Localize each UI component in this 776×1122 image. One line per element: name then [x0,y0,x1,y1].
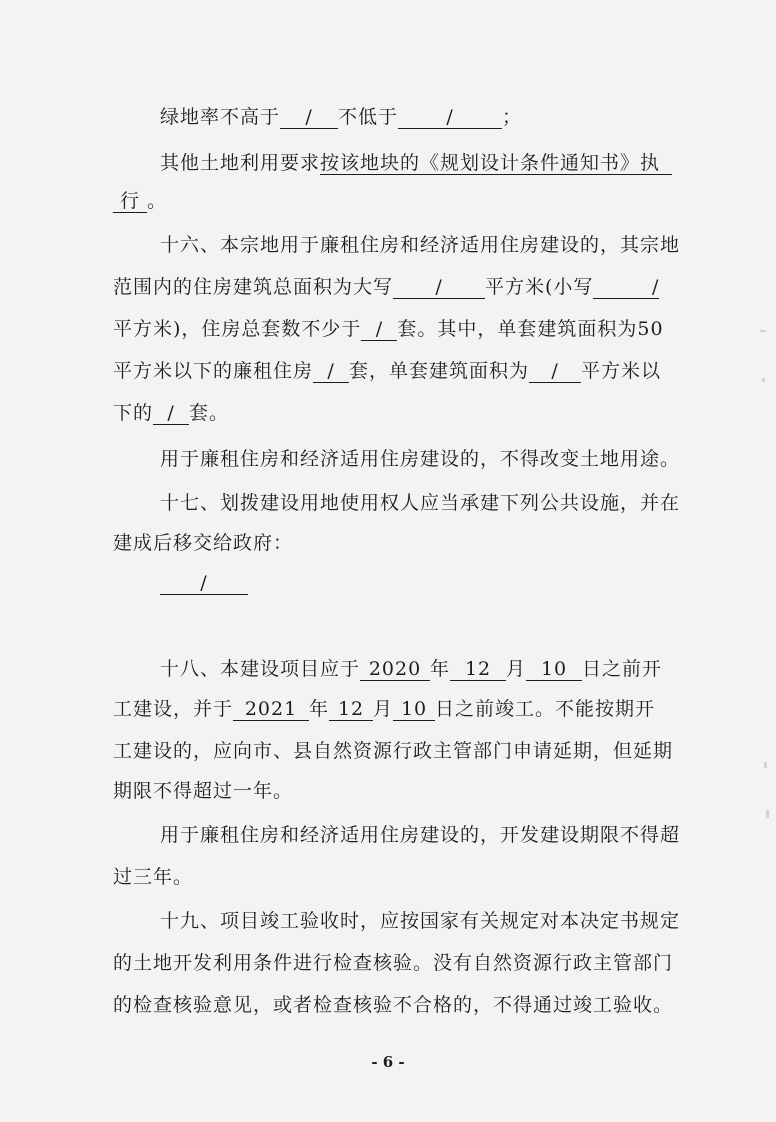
clause17-line1: 十七、划拨建设用地使用权人应当承建下列公共设施，并在 [160,492,681,514]
clause16-line5: 下的 / 套。 [113,402,230,424]
scan-speck [762,378,765,382]
clause18-line3: 工建设的，应向市、县自然资源行政主管部门申请延期，但延期 [113,740,674,762]
clause18-para2-line2: 过三年。 [113,866,194,888]
green-ratio-min-field: / [398,106,502,129]
clause17-facilities-line [160,570,248,596]
clause16-para2: 用于廉租住房和经济适用住房建设的，不得改变土地用途。 [160,448,681,470]
housing-area-upper-field: / [393,276,485,299]
clause19-line1: 十九、项目竣工验收时，应按国家有关规定对本决定书规定 [160,910,681,932]
start-month-field: 12 [450,658,506,681]
scan-speck [764,762,767,768]
total-units-field: / [361,318,397,341]
end-year-field: 2021 [233,698,309,721]
green-ratio-max-field: / [280,106,338,129]
start-day-field: 10 [526,658,582,681]
other-requirement-field-cont: 行 [113,190,147,213]
clause16-line2: 范围内的住房建筑总面积为大写 / 平方米(小写 / [113,276,660,298]
scan-speck [760,330,766,332]
start-year-field: 2020 [360,658,430,681]
lowrent-units-field: / [313,360,349,383]
clause19-line2: 的土地开发利用条件进行检查核验。没有自然资源行政主管部门 [113,952,674,974]
other-requirement-line: 其他土地利用要求按该地块的《规划设计条件通知书》执 [160,150,672,176]
clause17-line2: 建成后移交给政府： [113,532,294,554]
public-facilities-field: / [160,572,248,595]
unit-area-field: / [529,360,581,383]
page-number: - 6 - [371,1053,405,1071]
clause18-line1: 十八、本建设项目应于 2020 年 12 月 10 日之前开 [160,658,663,680]
end-day-field: 10 [393,698,435,721]
clause18-line2: 工建设，并于 2021 年 12 月 10 日之前竣工。不能按期开 [113,698,656,720]
end-month-field: 12 [329,698,373,721]
other-requirement-line2: 行 。 [113,188,167,214]
clause18-line4: 期限不得超过一年。 [113,780,294,802]
clause19-line3: 的检查核验意见，或者检查核验不合格的，不得通过竣工验收。 [113,994,674,1016]
clause16-line4: 平方米以下的廉租住房 / 套，单套建筑面积为 / 平方米以 [113,360,662,382]
clause16-line1: 十六、本宗地用于廉租住房和经济适用住房建设的，其宗地 [160,234,681,256]
clause16-line3: 平方米)，住房总套数不少于 / 套。其中，单套建筑面积为50 [113,318,664,340]
other-requirement-field: 按该地块的《规划设计条件通知书》执 [320,152,672,175]
other-units-field: / [153,402,189,425]
green-ratio-line: 绿地率不高于 / 不低于 / ； [160,106,523,128]
clause18-para2-line1: 用于廉租住房和经济适用住房建设的，开发建设期限不得超 [160,824,681,846]
housing-area-lower-field: / [593,276,659,299]
scan-speck [766,810,769,818]
